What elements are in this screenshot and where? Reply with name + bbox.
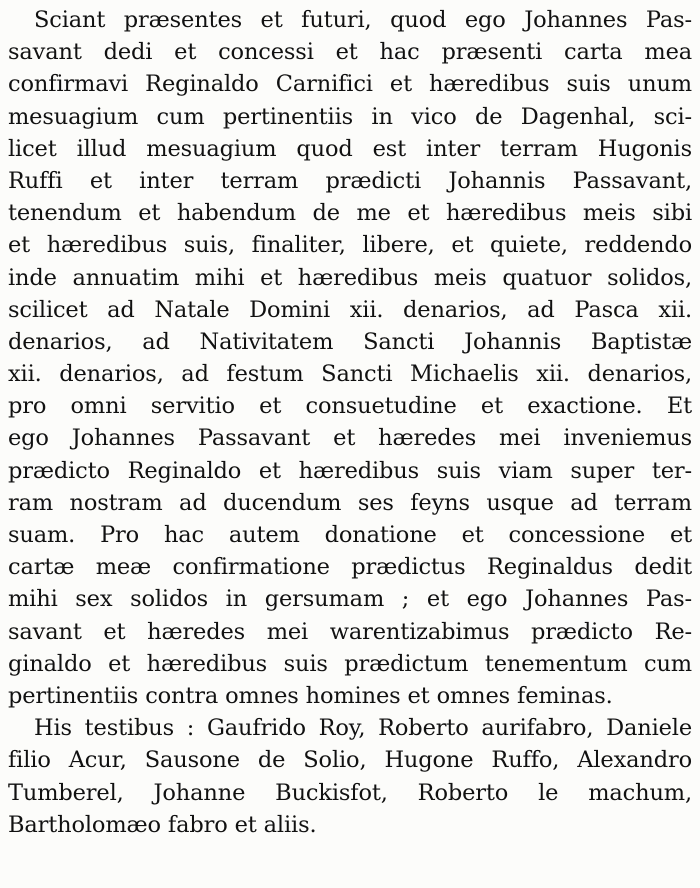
text-line: Bartholomæo fabro et aliis. [8, 811, 317, 838]
witness-paragraph [8, 712, 692, 841]
text-line: confirmavi Reginaldo Carnifici et hæredibus suis unum [8, 71, 692, 98]
text-line: pertinentiis contra omnes homines et omnes feminas. [8, 682, 613, 709]
text-line: Sciant præsentes et futuri, quod ego Johannes Pas- [34, 7, 692, 33]
text-line: Ruffi et inter terram prædicti Johannis Passavant, [8, 167, 692, 194]
text-line: Tumberel, Johanne Buckisfot, Roberto le machum, [8, 779, 692, 806]
text-line: licet illud mesuagium quod est inter terram Hugonis [8, 135, 692, 162]
text-line: filio Acur, Sausone de Solio, Hugone Ruffo, Alexandro [8, 747, 692, 774]
text-line: et hæredibus suis, finaliter, libere, et quiete, reddendo [8, 232, 692, 259]
text-line: pro omni servitio et consuetudine et exactione. Et [8, 393, 692, 420]
text-line: prædicto Reginaldo et hæredibus suis viam super ter- [8, 457, 692, 484]
text-line: denarios, ad Nativitatem Sancti Johannis Baptistæ [8, 328, 692, 355]
text-line: ego Johannes Passavant et hæredes mei inveniemus [8, 425, 692, 452]
charter-paragraph [8, 4, 692, 712]
text-line: savant et hæredes mei warentizabimus prædicto Re- [8, 618, 692, 645]
text-line: mesuagium cum pertinentiis in vico de Dagenhal, sci- [8, 103, 692, 130]
text-line: xii. denarios, ad festum Sancti Michaelis xii. denarios, [8, 361, 692, 388]
text-line: ram nostram ad ducendum ses feyns usque ad terram [8, 489, 692, 516]
text-line: tenendum et habendum de me et hæredibus meis sibi [8, 200, 692, 227]
text-line: savant dedi et concessi et hac præsenti carta mea [8, 39, 692, 66]
charter-text [8, 4, 692, 841]
text-line: inde annuatim mihi et hæredibus meis quatuor solidos, [8, 264, 692, 291]
text-line: suam. Pro hac autem donatione et concessione et [8, 522, 692, 548]
text-line: mihi sex solidos in gersumam ; et ego Johannes Pas- [8, 586, 692, 613]
text-line: His testibus : Gaufrido Roy, Roberto aurifabro, Daniele [34, 715, 692, 742]
text-line: ginaldo et hæredibus suis prædictum tenementum cum [8, 650, 692, 677]
text-line: cartæ meæ confirmatione prædictus Reginaldus dedit [8, 554, 692, 581]
text-line: scilicet ad Natale Domini xii. denarios, ad Pasca xii. [8, 296, 692, 323]
